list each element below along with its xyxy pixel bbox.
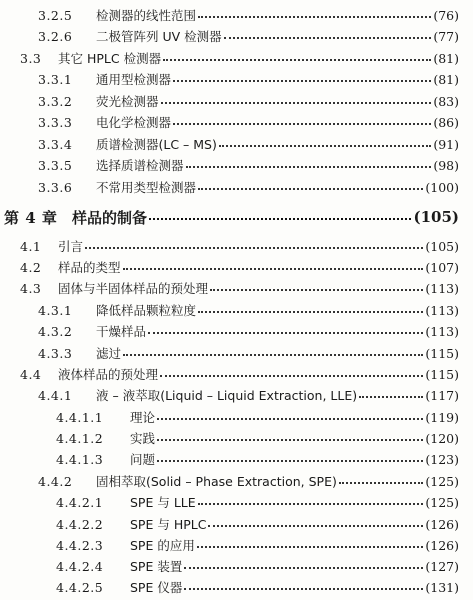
dot-leader <box>173 79 431 82</box>
entry-page: (100) <box>425 179 459 195</box>
toc-entry[interactable] <box>56 556 459 576</box>
entry-number: 4.4.2.5 <box>56 579 104 595</box>
entry-title: SPE 与 HPLC <box>130 517 207 532</box>
entry-page: (98) <box>433 157 459 173</box>
entry-page: (119) <box>425 409 459 425</box>
entry-page: (127) <box>425 558 459 574</box>
entry-page: (120) <box>425 430 459 446</box>
entry-page: (115) <box>425 345 459 361</box>
entry-title: 样品的类型 <box>58 260 121 275</box>
dot-leader <box>198 187 423 190</box>
toc-entry[interactable] <box>56 577 459 597</box>
entry-title: 干燥样品 <box>96 324 147 339</box>
dot-leader <box>184 587 423 590</box>
dot-leader <box>149 217 411 220</box>
entry-number: 3.2.6 <box>38 28 73 44</box>
entry-title: 滤过 <box>96 346 122 361</box>
entry-page: (105) <box>425 238 459 254</box>
entry-number: 3.3.4 <box>38 136 73 152</box>
entry-page: (81) <box>433 50 459 66</box>
entry-number: 4.3 <box>20 280 42 296</box>
toc-entry[interactable] <box>20 278 459 298</box>
toc-entry[interactable] <box>38 69 459 89</box>
entry-number: 4.4.1.3 <box>56 451 104 467</box>
entry-page: (126) <box>425 516 459 532</box>
entry-title: 检测器的线性范围 <box>96 8 197 23</box>
dot-leader <box>148 331 423 334</box>
entry-page: (76) <box>433 7 459 23</box>
entry-number: 3.3.1 <box>38 71 73 87</box>
toc-entry[interactable] <box>56 449 459 469</box>
toc-entry[interactable] <box>56 514 459 534</box>
entry-title: 液体样品的预处理 <box>58 367 159 382</box>
dot-leader <box>224 36 432 39</box>
chapter-number: 第 4 章 <box>4 208 58 227</box>
entry-number: 4.4.1.1 <box>56 409 104 425</box>
entry-number: 3.3.6 <box>38 179 73 195</box>
entry-title: 其它 HPLC 检测器 <box>58 51 162 66</box>
entry-page: (115) <box>425 366 459 382</box>
dot-leader <box>123 353 423 356</box>
dot-leader <box>198 310 423 313</box>
dot-leader <box>123 267 424 270</box>
dot-leader <box>198 502 424 505</box>
entry-title: 选择质谱检测器 <box>96 158 184 173</box>
toc-entry[interactable] <box>38 177 459 197</box>
dot-leader <box>157 459 423 462</box>
entry-title: SPE 的应用 <box>130 538 195 553</box>
dot-leader <box>161 101 432 104</box>
entry-number: 3.3.2 <box>38 93 73 109</box>
toc-entry[interactable] <box>56 535 459 555</box>
entry-number: 4.4.2.1 <box>56 494 104 510</box>
entry-title: 通用型检测器 <box>96 72 172 87</box>
toc-entry[interactable] <box>38 385 459 405</box>
entry-page: (86) <box>433 114 459 130</box>
dot-leader <box>359 395 423 398</box>
entry-page: (113) <box>425 323 459 339</box>
toc-entry[interactable] <box>56 492 459 512</box>
entry-title: SPE 与 LLE <box>130 495 196 510</box>
toc-entry[interactable] <box>38 471 459 491</box>
entry-title: 实践 <box>130 431 156 446</box>
toc-entry[interactable] <box>56 407 459 427</box>
entry-number: 4.3.2 <box>38 323 73 339</box>
entry-title: 电化学检测器 <box>96 115 172 130</box>
toc-entry[interactable] <box>38 300 459 320</box>
toc-entry[interactable] <box>38 321 459 341</box>
toc-entry[interactable] <box>38 5 459 25</box>
entry-page: (91) <box>433 136 459 152</box>
entry-number: 4.4 <box>20 366 42 382</box>
chapter-title: 样品的制备 <box>72 208 148 227</box>
entry-page: (107) <box>425 259 459 275</box>
dot-leader <box>173 122 431 125</box>
dot-leader <box>186 165 432 168</box>
toc-entry[interactable] <box>38 343 459 363</box>
entry-page: (123) <box>425 451 459 467</box>
entry-page: (131) <box>425 579 459 595</box>
entry-page: (117) <box>425 387 459 403</box>
entry-page: (77) <box>433 28 459 44</box>
entry-number: 4.4.2.4 <box>56 558 104 574</box>
entry-number: 4.4.2.3 <box>56 537 104 553</box>
entry-number: 4.1 <box>20 238 42 254</box>
toc-entry[interactable] <box>20 48 459 68</box>
entry-number: 3.3 <box>20 50 42 66</box>
entry-number: 3.3.3 <box>38 114 73 130</box>
entry-number: 4.4.2.2 <box>56 516 104 532</box>
dot-leader <box>210 288 423 291</box>
toc-entry[interactable] <box>20 364 459 384</box>
chapter-page: (105) <box>413 208 459 226</box>
entry-page: (126) <box>425 537 459 553</box>
entry-number: 4.2 <box>20 259 42 275</box>
entry-title: SPE 装置 <box>130 559 183 574</box>
entry-number: 3.2.5 <box>38 7 73 23</box>
dot-leader <box>219 144 431 147</box>
toc-entry[interactable] <box>38 112 459 132</box>
entry-number: 4.4.1 <box>38 387 73 403</box>
entry-number: 4.4.1.2 <box>56 430 104 446</box>
entry-title: 问题 <box>130 452 156 467</box>
entry-number: 4.3.3 <box>38 345 73 361</box>
dot-leader <box>184 566 423 569</box>
entry-title: 理论 <box>130 410 156 425</box>
dot-leader <box>160 374 423 377</box>
entry-page: (81) <box>433 71 459 87</box>
entry-number: 3.3.5 <box>38 157 73 173</box>
dot-leader <box>157 417 423 420</box>
entry-page: (83) <box>433 93 459 109</box>
entry-page: (125) <box>425 473 459 489</box>
toc-entry[interactable] <box>56 428 459 448</box>
toc-entry[interactable] <box>38 155 459 175</box>
entry-title: 不常用类型检测器 <box>96 180 197 195</box>
dot-leader <box>208 524 423 527</box>
entry-title: 引言 <box>58 239 84 254</box>
entry-title: 质谱检测器(LC – MS) <box>96 137 217 152</box>
entry-number: 4.4.2 <box>38 473 73 489</box>
entry-title: 荧光检测器 <box>96 94 159 109</box>
entry-page: (113) <box>425 302 459 318</box>
dot-leader <box>163 58 431 61</box>
toc-entry[interactable] <box>20 257 459 277</box>
toc-entry[interactable] <box>38 26 459 46</box>
dot-leader <box>197 545 424 548</box>
entry-number: 4.3.1 <box>38 302 73 318</box>
entry-title: 液 – 液萃取(Liquid – Liquid Extraction, LLE) <box>96 388 358 403</box>
entry-title: SPE 仪器 <box>130 580 183 595</box>
entry-title: 固相萃取(Solid – Phase Extraction, SPE) <box>96 474 337 489</box>
dot-leader <box>198 15 431 18</box>
toc-entry[interactable] <box>38 134 459 154</box>
dot-leader <box>339 481 424 484</box>
toc-entry[interactable] <box>20 236 459 256</box>
toc-chapter-entry[interactable] <box>4 206 459 228</box>
entry-page: (113) <box>425 280 459 296</box>
dot-leader <box>85 246 423 249</box>
entry-title: 固体与半固体样品的预处理 <box>58 281 209 296</box>
dot-leader <box>157 438 423 441</box>
entry-page: (125) <box>425 494 459 510</box>
entry-title: 二极管阵列 UV 检测器 <box>96 29 222 44</box>
entry-title: 降低样品颗粒粒度 <box>96 303 197 318</box>
toc-entry[interactable] <box>38 91 459 111</box>
